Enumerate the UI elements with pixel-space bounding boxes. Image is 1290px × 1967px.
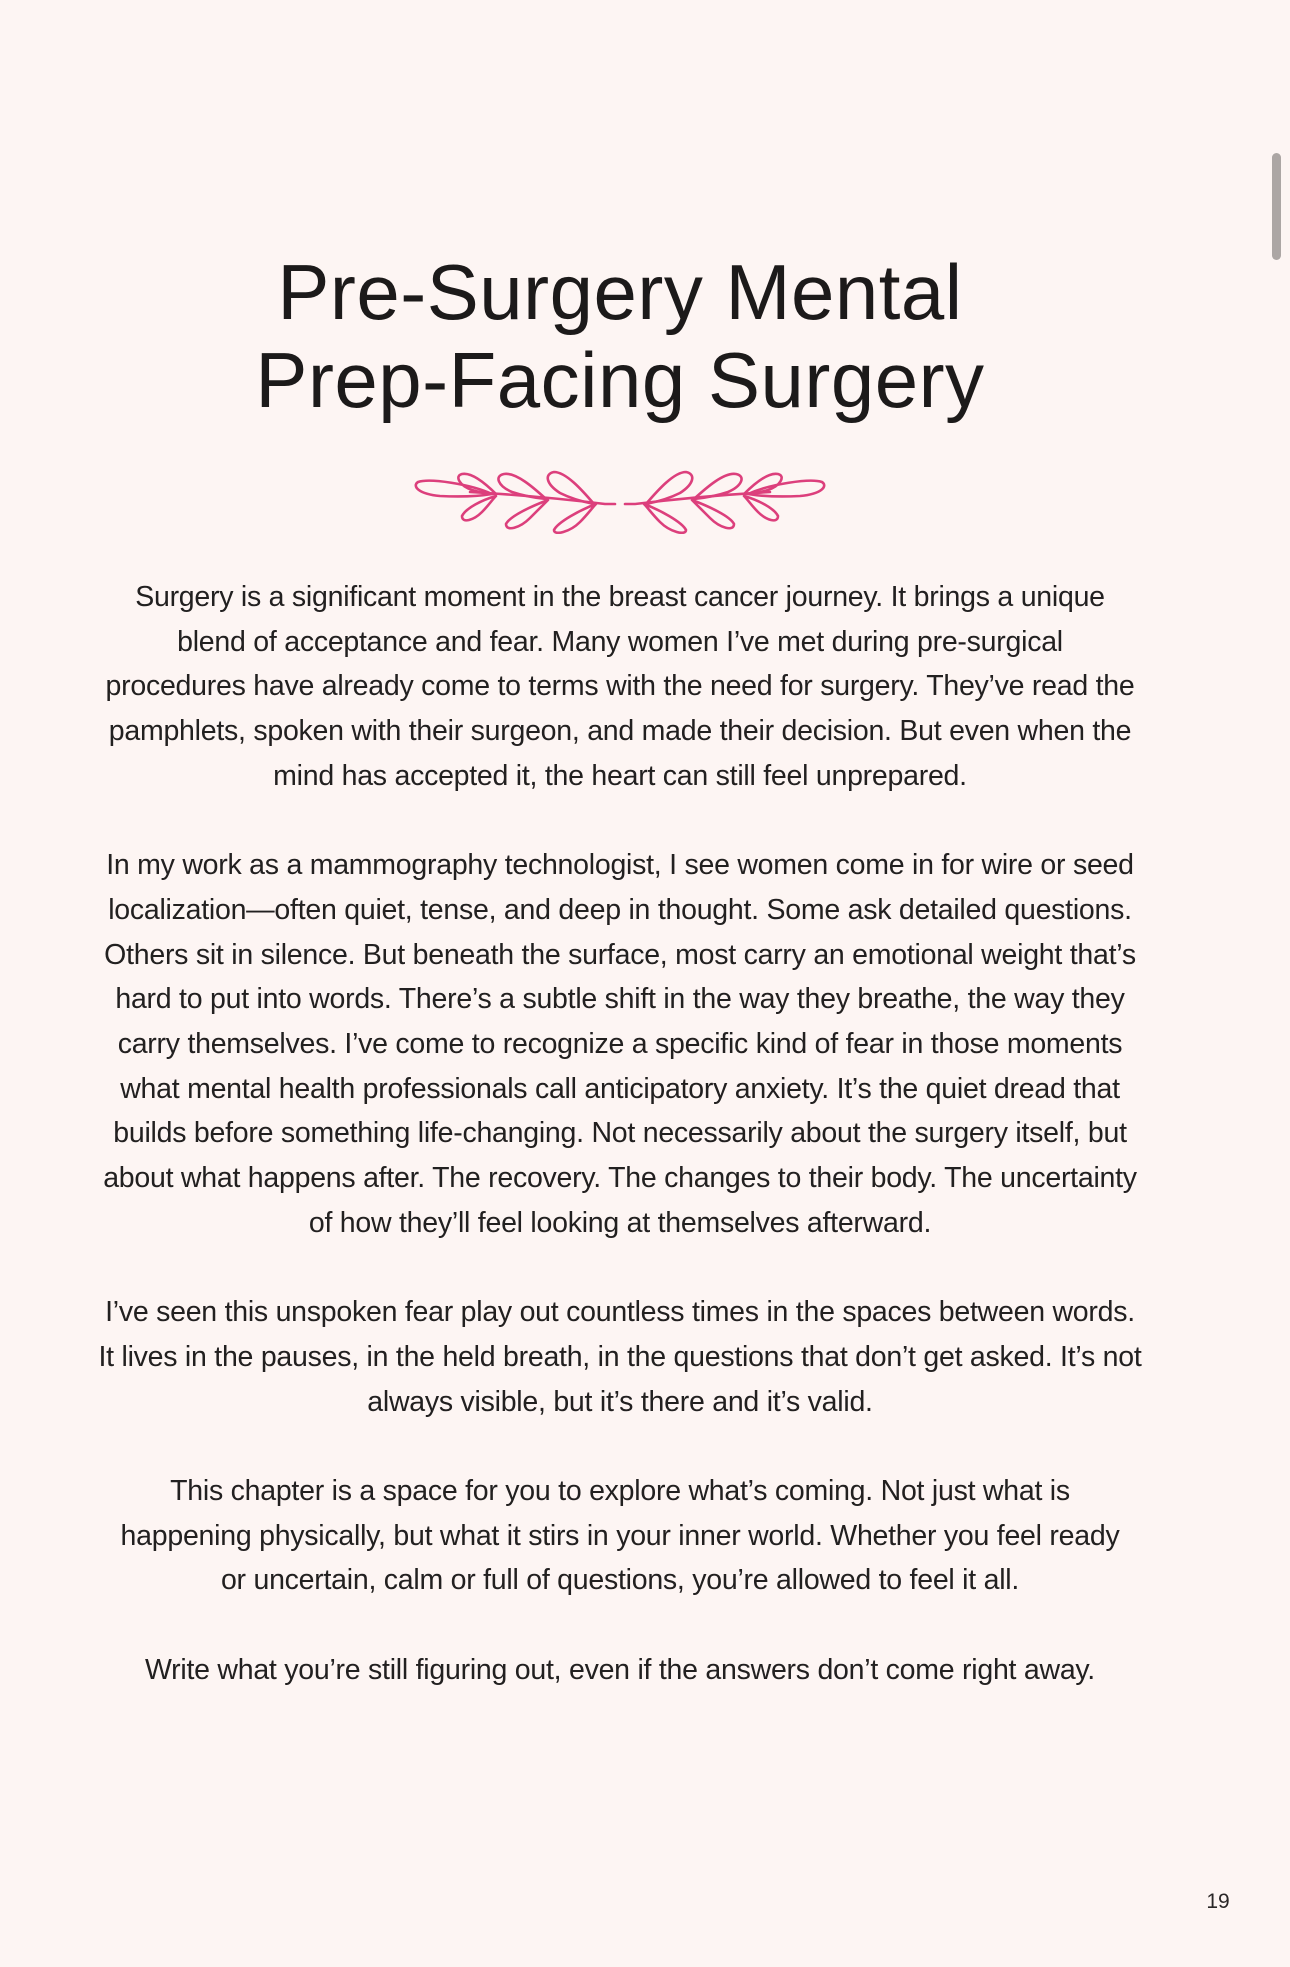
text-line: It lives in the pauses, in the held breath, in the questions that don’t get asked. It’s not <box>98 1340 1142 1373</box>
text-line: Surgery is a significant moment in the breast cancer journey. It brings a unique <box>135 581 1105 613</box>
text-line: of how they’ll feel looking at themselves afterward. <box>308 1206 932 1239</box>
paragraph-4 <box>0 1469 1240 1603</box>
title-line-1: Pre-Surgery Mental <box>277 248 963 336</box>
scrollbar-thumb[interactable] <box>1272 153 1281 260</box>
page-number: 19 <box>1206 1890 1230 1913</box>
text-line: procedures have already come to terms with the need for surgery. They’ve read the <box>105 670 1135 703</box>
text-line: builds before something life-changing. Not necessarily about the surgery itself, but <box>113 1117 1127 1150</box>
text-line: or uncertain, calm or full of questions, you’re allowed to feel it all. <box>220 1564 1020 1597</box>
text-line: blend of acceptance and fear. Many women I’ve met during pre-surgical <box>177 625 1063 658</box>
paragraph-3 <box>0 1290 1240 1424</box>
text-line: carry themselves. I’ve come to recognize a specific kind of fear in those moments <box>117 1028 1123 1061</box>
text-line: always visible, but it’s there and it’s valid. <box>367 1385 873 1418</box>
text-line: This chapter is a space for you to explore what’s coming. Not just what is <box>170 1475 1070 1508</box>
paragraph-2 <box>0 843 1240 1245</box>
text-line: happening physically, but what it stirs in your inner world. Whether you feel ready <box>120 1519 1120 1552</box>
text-line: pamphlets, spoken with their surgeon, and made their decision. But even when the <box>108 715 1132 748</box>
text-line: Write what you’re still figuring out, even if the answers don’t come right away. <box>145 1653 1095 1686</box>
title-line-2: Prep-Facing Surgery <box>255 336 985 424</box>
text-line: localization—often quiet, tense, and deep in thought. Some ask detailed questions. <box>108 893 1132 926</box>
text-line: mind has accepted it, the heart can still feel unprepared. <box>273 759 967 792</box>
text-line: Others sit in silence. But beneath the surface, most carry an emotional weight that’s <box>104 938 1136 971</box>
text-line: hard to put into words. There’s a subtle shift in the way they breathe, the way they <box>115 983 1125 1016</box>
body-text <box>0 575 1240 1737</box>
page-title <box>0 248 1240 424</box>
text-line: what mental health professionals call anticipatory anxiety. It’s the quiet dread that <box>120 1072 1120 1105</box>
text-line: In my work as a mammography technologist, I see women come in for wire or seed <box>106 849 1134 882</box>
scrollbar[interactable] <box>1268 0 1290 1967</box>
text-line: I’ve seen this unspoken fear play out countless times in the spaces between words. <box>105 1296 1135 1329</box>
paragraph-5 <box>0 1648 1240 1693</box>
leaf-branches-divider-icon <box>410 466 830 534</box>
text-line: about what happens after. The recovery. The changes to their body. The uncertainty <box>103 1162 1137 1195</box>
paragraph-1 <box>0 575 1240 799</box>
